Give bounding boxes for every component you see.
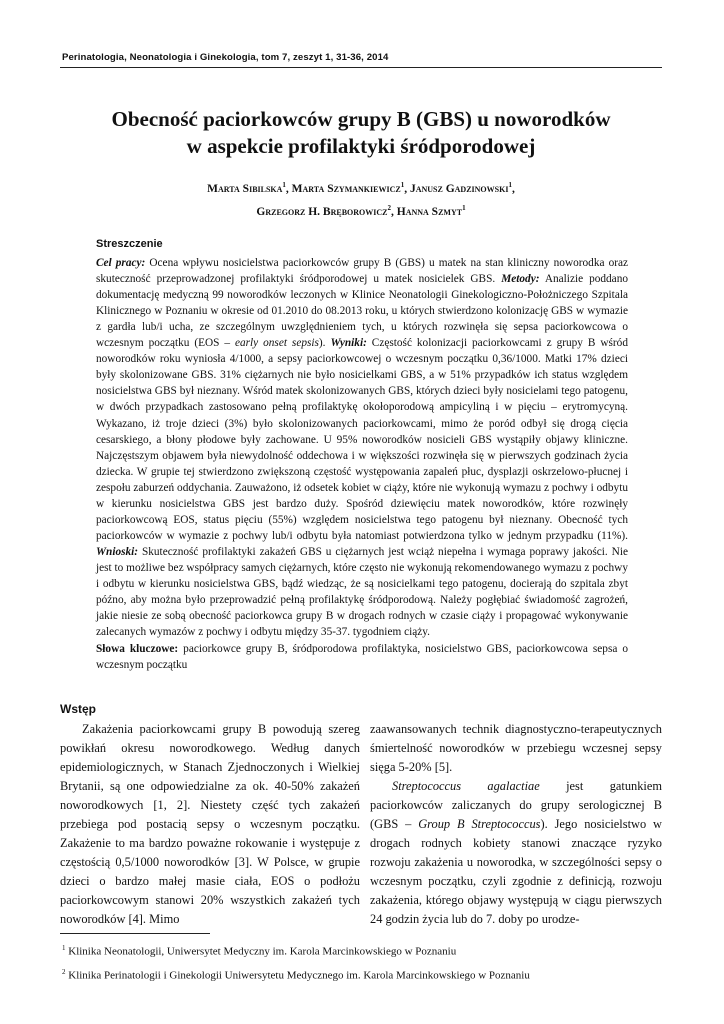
author-name: Hanna Szmyt [396,205,463,218]
author-separator: , [391,205,394,218]
affiliation-mark: 1 [282,181,286,189]
keywords-label: Słowa kluczowe: [96,643,179,656]
abstract-heading: Streszczenie [96,238,163,250]
affiliation-mark: 1 [462,203,466,212]
abstract [96,236,628,673]
paragraph-text: jest gatunkiem paciorkowców zaliczanych do grupy serologicznej B (GBS – [370,779,662,831]
species-name: Streptococcus agalactiae [392,779,540,793]
author-name: Marta Szymankiewicz [291,182,401,195]
paragraph: zaawansowanych technik diagnostyczno-terapeutycznych śmiertelność noworodków w przebiegu wczesnej sepsy sięga 5-20% [5]. [370,722,662,774]
section-heading: Wstęp [60,702,96,716]
footnotes [62,938,662,985]
aim-text: Ocena wpływu nosicielstwa paciorkowców grupy B (GBS) u matek na stan kliniczny noworodka oraz skuteczność przeprowadzonej profilaktyki śródporodowej u matek nosicielek GBS. [96,257,629,286]
article-title [60,106,662,160]
left-column [60,700,360,929]
author-separator: , [285,182,289,195]
author-line-2 [60,199,662,222]
keywords [96,641,628,673]
affiliation-mark: 1 [400,181,405,189]
author-list [60,176,662,222]
author-name: Grzegorz H. Bręborowicz [256,205,388,218]
header-rule [60,67,662,68]
aim-label: Cel pracy: [96,257,146,270]
title-line-1: Obecność paciorkowców grupy B (GBS) u noworodków [111,107,611,131]
keywords-text: paciorkowce grupy B, śródporodowa profilaktyka, nosicielstwo GBS, paciorkowcowa sepsa o wczesnym początku [96,643,628,672]
affiliation-mark: 1 [508,181,512,189]
footnote-rule [60,933,210,934]
title-line-2: w aspekcie profilaktyki śródporodowej [186,134,536,158]
methods-label: Metody: [501,273,540,286]
author-name: Janusz Gadzinowski [409,182,509,195]
results-text: Częstość kolonizacji paciorkowcami z grupy B wśród noworodków roku wyniosła 4/1000, a sepsy paciorkowcowej o wczesnym początku 0,36/1000. Matki 17% dzieci były skolonizowane GBS. 31% ciężarnych nie było nosicielkami GBS, a w 51% przypadków ich status względem nosicielstwa GBS był nieznany. Wśród matek skolonizowanych GBS, których dzieci były nosicielami tego patogenu, w dwóch przypadkach zastosowano pełną profilaktykę okołoporodową ampicyliną i w pięciu – erytromycyną. Wykazano, iż troje dzieci (3%) było skolonizowanych paciorkowcami, mimo że poród odbył się drogą cięcia cesarskiego, a błony płodowe były zachowane. U 95% noworodków nosicieli GBS wystąpiły objawy kliniczne. Najczęstszym objawem była niewydolność oddechowa i w większości rozwinęła się w pierwszych godzinach życia dziecka. W grupie tej stwierdzono zwiększoną częstość występowania zapaleń płuc, dysplazji oskrzelowo-płucnej i zespołu zaburzeń oddychania. Zauważono, iż odsetek kobiet w ciąży, które nie wykonują wymazu z pochwy i odbytu w kierunku nosicielstwa GBS jest bardzo duży. Spośród dziewięciu matek noworodków, które rozwinęły paciorkowcową EOS, status pięciu (55%) względem nosicielstwa tego patogenu był nieznany. Obecność tych paciorkowców w wymazie z pochwy lub/i odbytu była natomiast potwierdzona tylko w jednym przypadku (11%). [96,337,628,542]
conclusions-text: Skuteczność profilaktyki zakażeń GBS u ciężarnych jest wciąż niepełna i wymaga poprawy jakości. Nie jest to możliwe bez współpracy samych ciężarnych, które często nie wykonują rekomendowanego wymazu z pochwy i odbytu w kierunku nosicielstwa GBS, bądź wiedząc, że są nosicielkami tego patogenu, docierają do szpitala zbyt późno, aby można było przeprowadzić pełną profilaktykę śródporodową. Należy pogłębiać świadomość zagrożeń, jakie niesie ze sobą obecność paciorkowca grupy B w drogach rodnych w czasie ciąży i propagować wykonywanie zalecanych wymazów z pochwy i odbytu między 35-37. tygodniem ciąży. [96,545,628,639]
abbreviation-italic: Group B Streptococcus [418,817,541,831]
paragraph [370,777,662,929]
body-columns [60,700,662,926]
footnote-mark: 1 [62,944,66,952]
paragraph-text: ). Jego nosicielstwo w drogach rodnych kobiety stanowi znaczące ryzyko rozwoju zakażenia u noworodka, w szczególności sepsy o wczesnym początku, czyli zgodnie z definicją, rozwoju zakażenia, którego objawy występują w ciągu pierwszych 24 godzin życia lub do 7. doby po urodze- [370,817,662,926]
paragraph: Zakażenia paciorkowcami grupy B powodują szereg powikłań okresu noworodkowego. Według danych epidemiologicznych, w Stanach Zjednoczonych i Wielkiej Brytanii, są one odpowiedzialne za ok. 40-50% zakażeń noworodkowych [1, 2]. Niestety część tych zakażeń przebiega pod postacią sepsy o wczesnym początku. Zakażenie to ma bardzo poważne rokowanie i występuje z częstością 0,5/1000 noworodków [3]. W Polsce, w grupie dzieci o bardzo małej masie ciała, EOS o podłożu paciorkowcowym stanowi 20% wszystkich zakażeń tych noworodków [4]. Mimo [60,722,360,926]
abstract-body [96,255,628,640]
footnote-text: Klinika Neonatologii, Uniwersytet Medyczny im. Karola Marcinkowskiego w Poznaniu [65,945,457,958]
author-name: Marta Sibilska [207,182,283,195]
author-line-1 [60,176,662,199]
affiliation-mark: 2 [387,203,391,212]
footnote-2 [62,962,662,986]
right-column [370,720,662,929]
running-header: Perinatologia, Neonatologia i Ginekologia, tom 7, zeszyt 1, 31-36, 2014 [62,52,389,63]
results-label: Wyniki: [330,337,367,350]
footnote-1 [62,938,662,962]
footnote-mark: 2 [62,967,66,976]
footnote-text: Klinika Perinatologii i Ginekologii Uniwersytetu Medycznego im. Karola Marcinkowskiego w Poznaniu [65,969,530,982]
methods-italic: early onset sepsis [234,337,319,350]
author-separator: , [511,182,515,195]
methods-text: Analizie poddano dokumentację medyczną 99 noworodków leczonych w Klinice Neonatologii Ginekologiczno-Położniczego Szpitala Klinicznego w Poznaniu w okresie od 01.2010 do 08.2013 roku, u których stwierdzono kolonizację GBS w wymazie z gardła lub/i ucha, ze szczególnym uwzględnieniem tych, u których rozwinęła się sepsa paciorkowcowa o wczesnym początku (EOS – [96,273,628,350]
conclusions-label: Wnioski: [96,545,139,558]
author-separator: , [404,182,408,195]
methods-text-2: ). [318,337,331,350]
